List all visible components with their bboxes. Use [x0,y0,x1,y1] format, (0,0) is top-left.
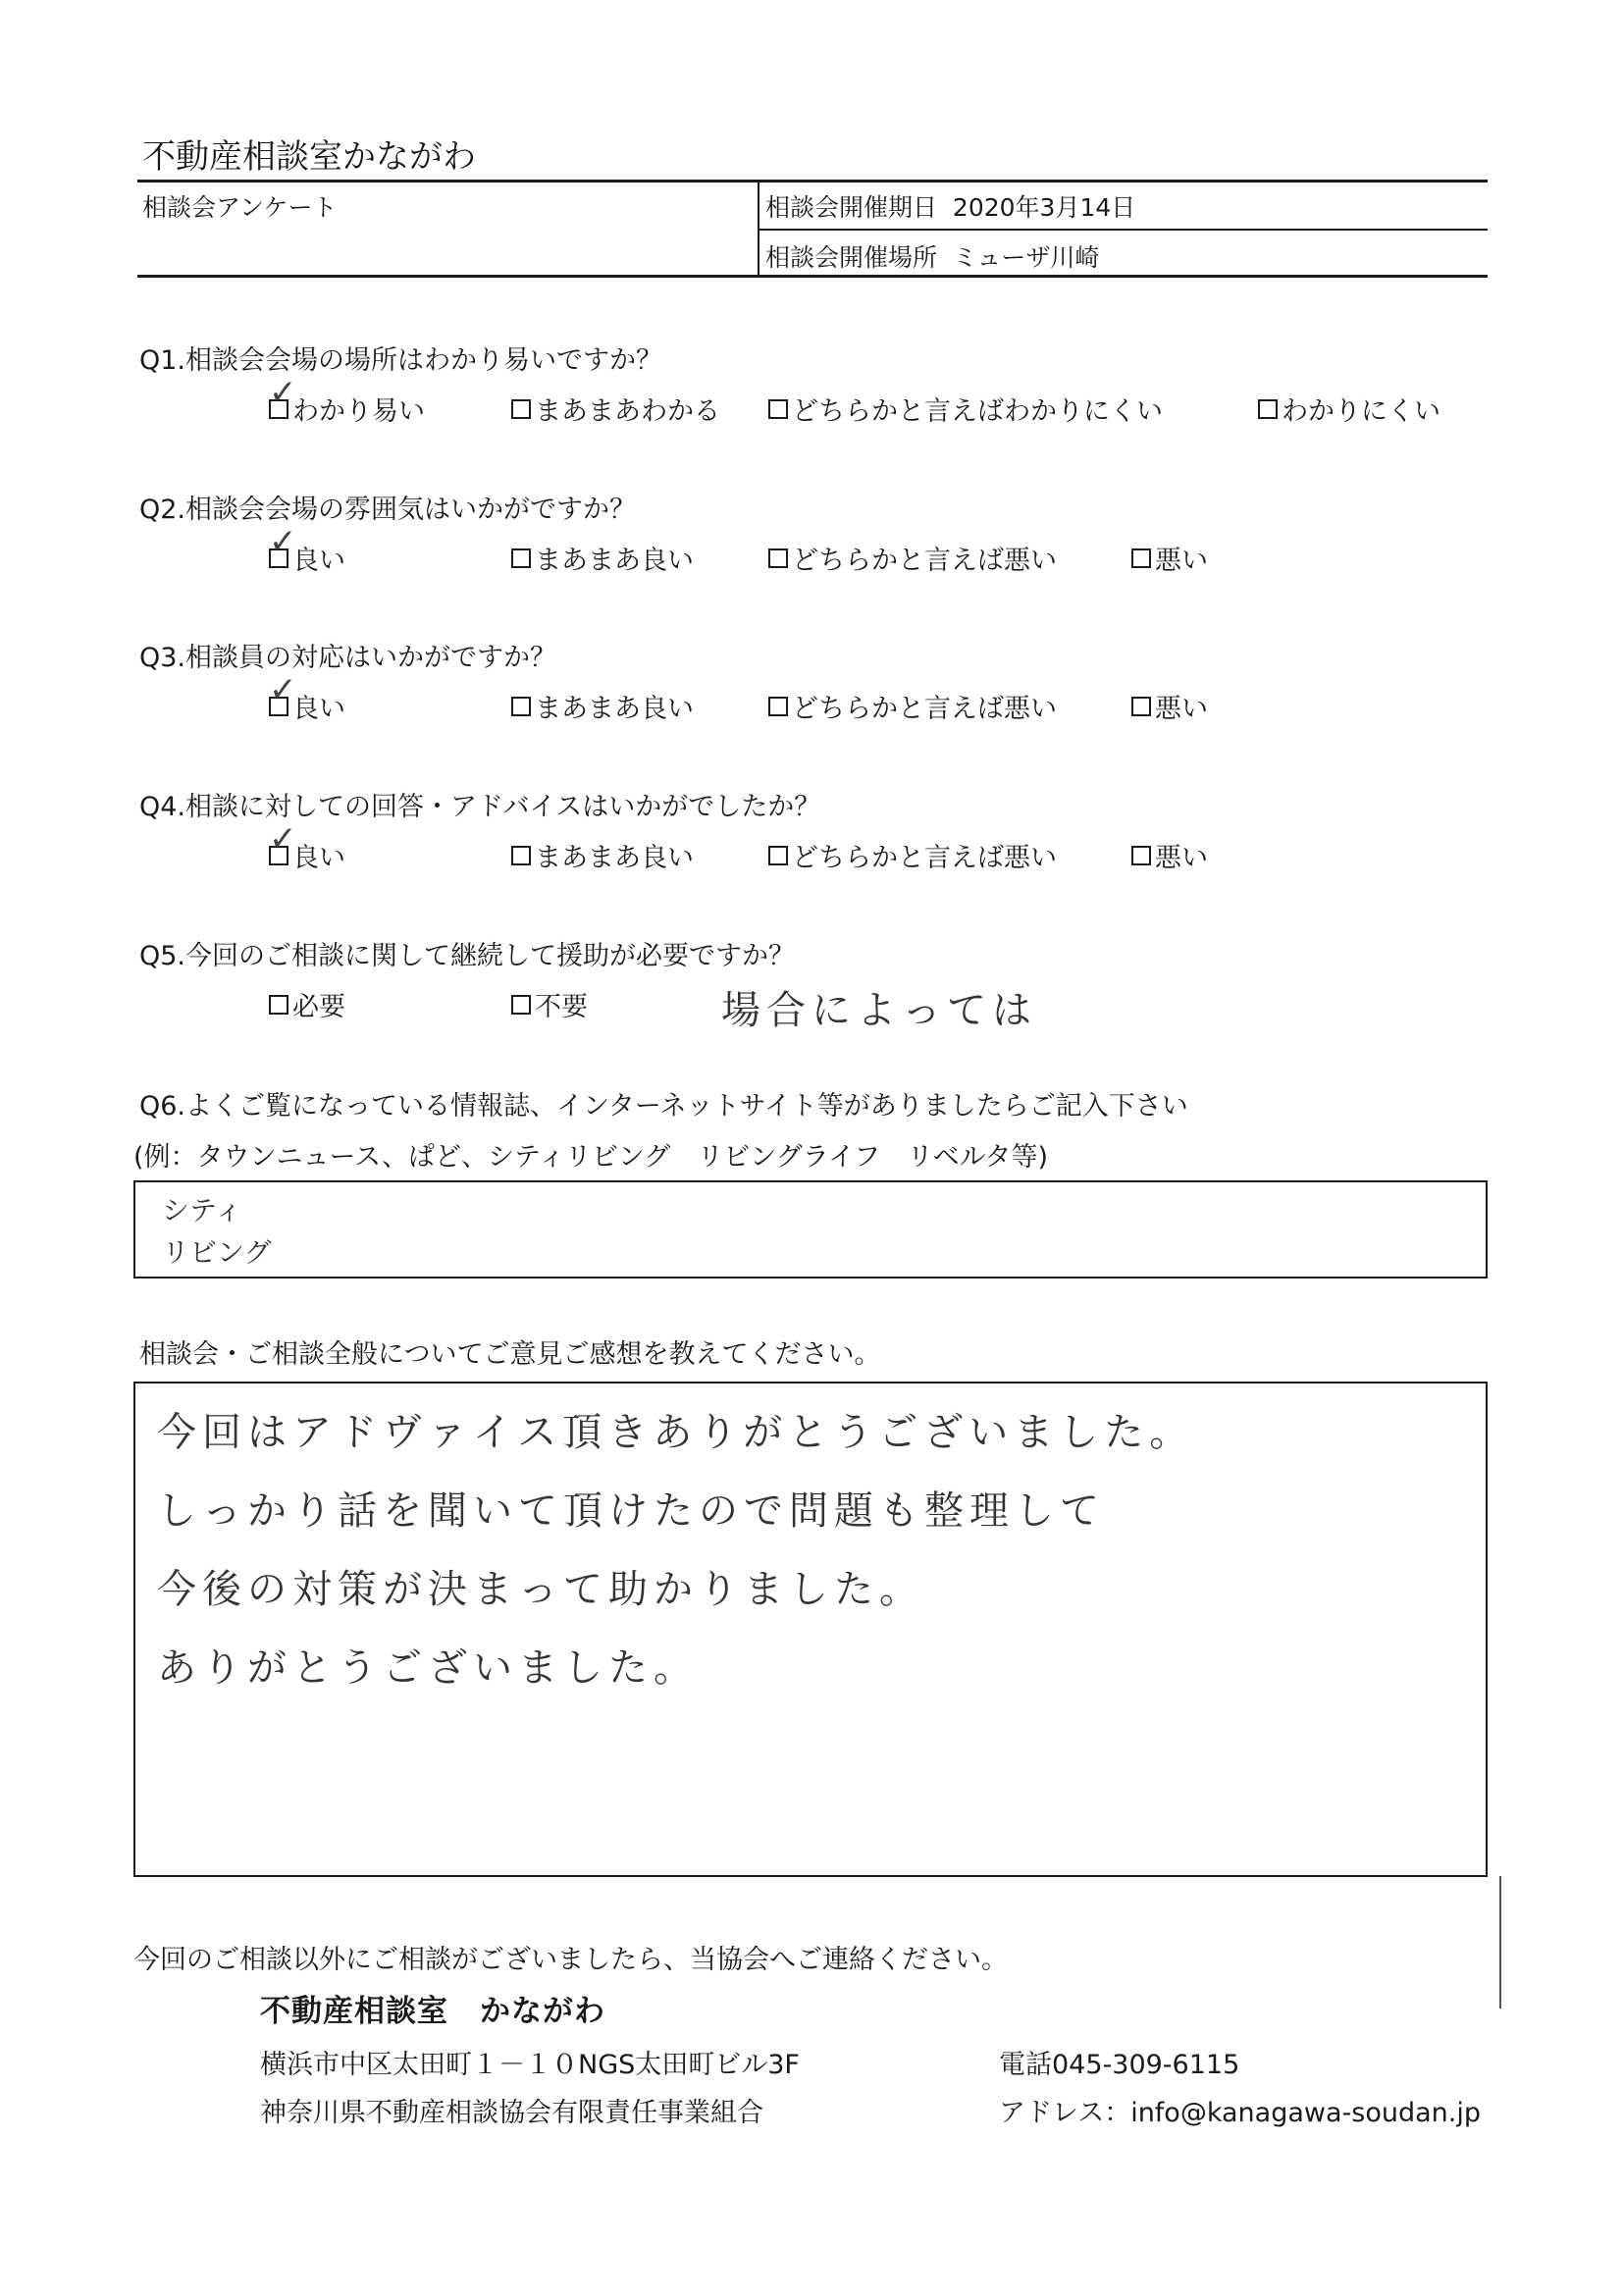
q3-checkbox-4[interactable] [1131,697,1151,716]
q1-option-2[interactable] [511,390,720,428]
q1-option-1[interactable] [269,372,425,428]
q2-option-4-label: 悪い [1155,546,1208,576]
q2-checkbox-3[interactable] [768,548,788,568]
q5-option-1-label: 必要 [292,992,345,1022]
q1-label: Q1.相談会会場の場所はわかり易いですか？ [139,345,663,376]
q1-option-4[interactable] [1258,390,1440,428]
q2-checkbox-4[interactable] [1131,548,1151,568]
header-rule-mid [758,229,1488,231]
q5-option-1[interactable] [269,985,345,1023]
check-mark-icon: ✓ [269,521,297,561]
header-rule-bottom [137,275,1488,278]
footer-notice: 今回のご相談以外にご相談がございましたら、当協会へご連絡ください。 [133,1945,1008,1975]
q1-option-4-label: わかりにくい [1282,396,1440,427]
q4-option-4[interactable] [1131,836,1208,874]
q3-option-3[interactable] [768,687,1057,725]
q5-handwritten-note: 場合によっては [721,988,1037,1033]
org-title: 不動産相談室かながわ [142,137,476,177]
q2-option-1[interactable] [269,521,345,577]
q3-option-1-label: 良い [292,694,345,724]
comment-line-3: 今後の対策が決まって助かりました。 [157,1567,924,1612]
q1-option-3[interactable] [768,390,1163,428]
survey-title: 相談会アンケート [142,193,338,222]
q4-checkbox-2[interactable] [511,846,531,865]
q2-option-2[interactable] [511,539,694,577]
q2-label: Q2.相談会会場の雰囲気はいかがですか？ [139,495,637,525]
check-mark-icon: ✓ [269,669,297,709]
q1-option-2-label: まあまあわかる [535,396,720,427]
q4-option-2[interactable] [511,836,694,874]
q4-option-3[interactable] [768,836,1057,874]
date-field [765,188,1135,224]
q3-option-2-label: まあまあ良い [535,694,694,724]
q5-label: Q5.今回のご相談に関して継続して援助が必要ですか？ [139,941,796,971]
scan-edge-line [1499,1876,1501,2009]
q5-checkbox-1[interactable] [269,995,288,1015]
comment-line-4: ありがとうございました。 [157,1645,699,1691]
place-field [765,238,1099,274]
q2-option-4[interactable] [1131,539,1208,577]
q5-option-2-label: 不要 [535,992,588,1022]
q3-checkbox-3[interactable] [768,697,788,716]
q4-option-1[interactable] [269,818,345,874]
q1-option-3-label: どちらかと言えばわかりにくい [792,396,1163,427]
q6-example: (例：タウンニュース、ぱど、シティリビング リビングライフ リベルタ等) [133,1142,1049,1173]
q2-checkbox-1[interactable] [269,521,297,568]
q6-label: Q6.よくご覧になっている情報誌、インターネットサイト等がありましたらご記入下さい [139,1091,1188,1122]
date-value: 2020年3月14日 [952,193,1136,222]
footer-address: 横浜市中区太田町１－１０NGS太田町ビル3F [260,2050,800,2080]
header-rule-top [137,180,1488,183]
q2-checkbox-2[interactable] [511,548,531,568]
check-mark-icon: ✓ [269,818,297,859]
place-label: 相談会開催場所 [765,243,938,272]
q3-option-3-label: どちらかと言えば悪い [792,694,1057,724]
q2-option-3[interactable] [768,539,1057,577]
q4-option-1-label: 良い [292,843,345,873]
q4-checkbox-3[interactable] [768,846,788,865]
q6-answer-line-2: リビング [162,1236,272,1269]
comment-line-2: しっかり話を聞いて頂けたので問題も整理して [157,1488,1105,1534]
q4-option-4-label: 悪い [1155,843,1208,873]
date-label: 相談会開催期日 [765,193,938,222]
q1-option-1-label: わかり易い [292,396,425,427]
q1-checkbox-3[interactable] [768,399,788,419]
q2-option-1-label: 良い [292,546,345,576]
q2-option-3-label: どちらかと言えば悪い [792,546,1057,576]
footer-phone: 電話045-309-6115 [999,2050,1240,2080]
footer-org-name: 不動産相談室 かながわ [260,1994,605,2029]
q5-checkbox-2[interactable] [511,995,531,1015]
q4-checkbox-1[interactable] [269,818,297,865]
q6-answer-box[interactable] [133,1180,1488,1278]
q3-label: Q3.相談員の対応はいかがですか？ [139,643,557,673]
q3-option-4-label: 悪い [1155,694,1208,724]
q5-option-2[interactable] [511,985,588,1023]
q3-option-2[interactable] [511,687,694,725]
q4-checkbox-4[interactable] [1131,846,1151,865]
q2-option-2-label: まあまあ良い [535,546,694,576]
q3-option-1[interactable] [269,669,345,725]
place-value: ミューザ川崎 [952,243,1100,272]
q4-option-3-label: どちらかと言えば悪い [792,843,1057,873]
footer-email: アドレス：info@kanagawa-soudan.jp [999,2098,1481,2128]
q3-checkbox-2[interactable] [511,697,531,716]
q4-label: Q4.相談に対しての回答・アドバイスはいかがでしたか？ [139,792,821,822]
q3-checkbox-1[interactable] [269,669,297,716]
comments-label: 相談会・ご相談全般についてご意見ご感想を教えてください。 [139,1339,881,1370]
q1-checkbox-2[interactable] [511,399,531,419]
q1-checkbox-4[interactable] [1258,399,1278,419]
q6-answer-line-1: シティ [162,1194,242,1226]
comment-line-1: 今回はアドヴァイス頂きありがとうございました。 [157,1410,1195,1455]
check-mark-icon: ✓ [269,372,297,412]
q1-checkbox-1[interactable] [269,372,297,419]
footer-association: 神奈川県不動産相談協会有限責任事業組合 [260,2098,763,2128]
q4-option-2-label: まあまあ良い [535,843,694,873]
q3-option-4[interactable] [1131,687,1208,725]
